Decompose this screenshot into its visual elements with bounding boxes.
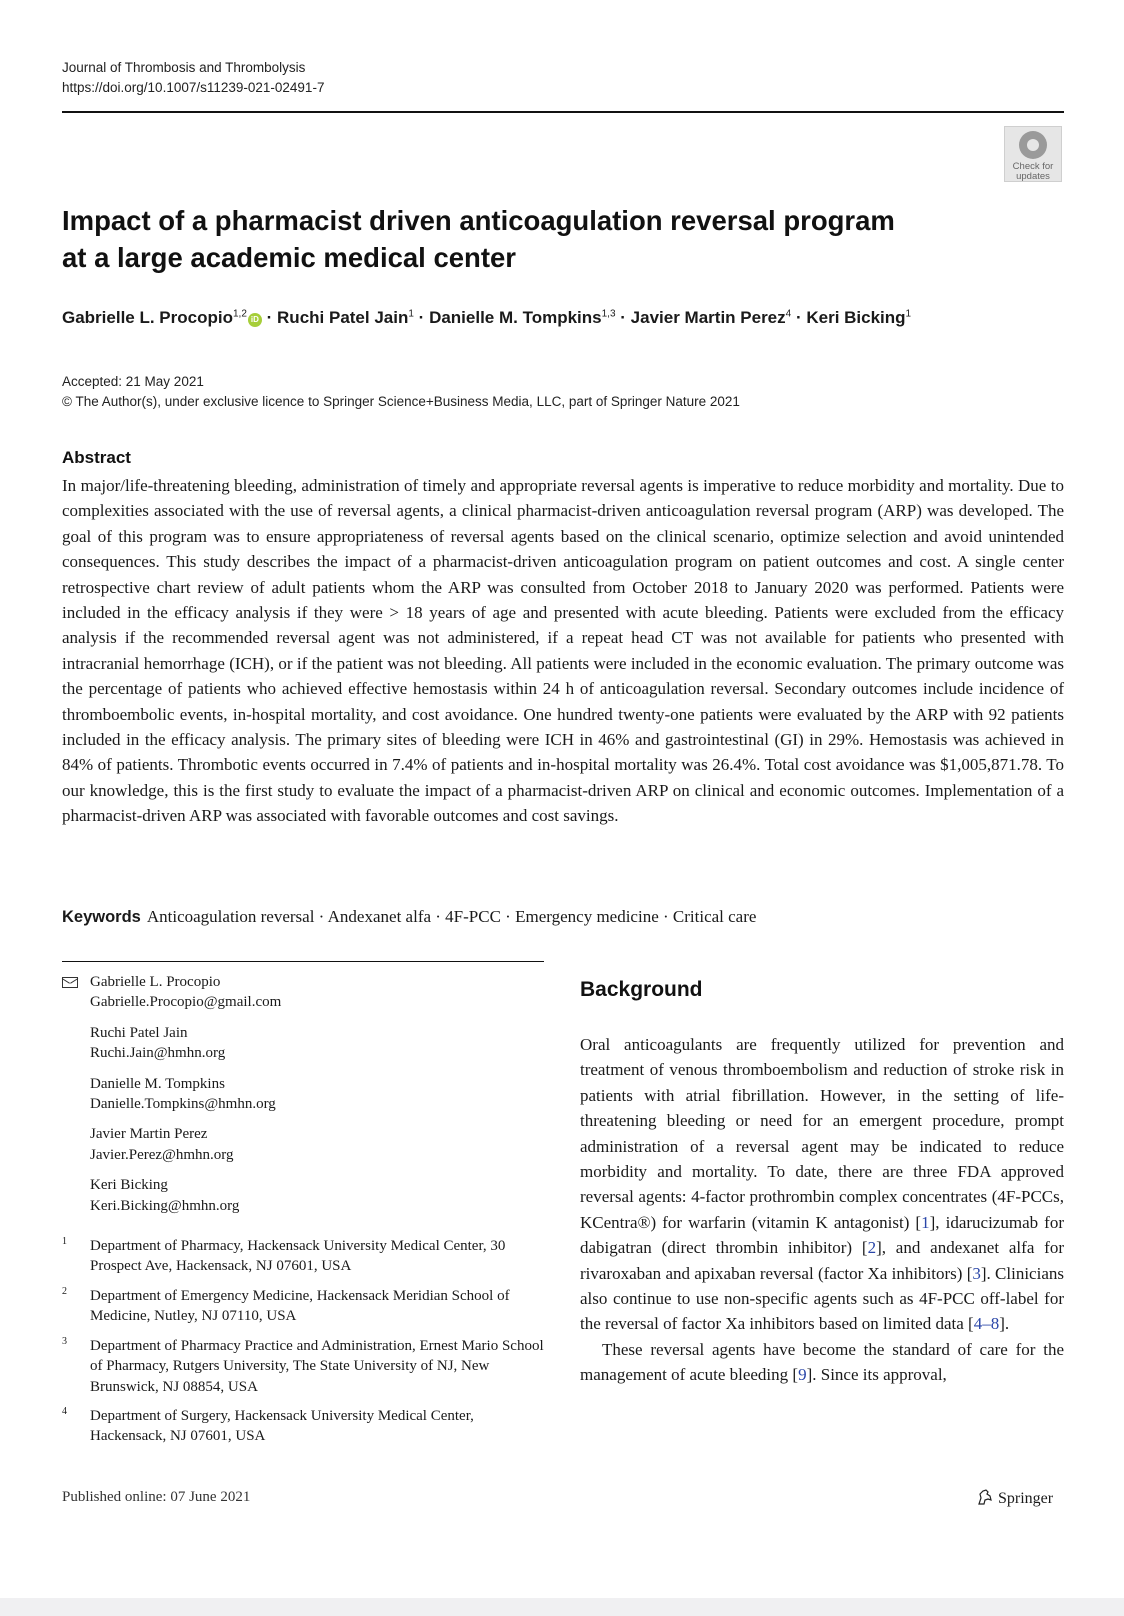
affiliations-list bbox=[62, 1236, 544, 1447]
viewer-bottom-bar bbox=[0, 1598, 1124, 1616]
contact-entry bbox=[62, 972, 544, 1013]
springer-horse-icon bbox=[976, 1488, 994, 1506]
background-paragraph-1 bbox=[580, 1032, 1064, 1337]
affiliation-item bbox=[62, 1236, 544, 1277]
contact-entry bbox=[62, 1023, 544, 1064]
contact-name: Ruchi Patel Jain bbox=[90, 1024, 188, 1041]
affiliation-text: Department of Pharmacy, Hackensack University Medical Center, 30 Prospect Ave, Hackensack, NJ 07601, USA bbox=[90, 1238, 506, 1275]
contact-email[interactable]: Javier.Perez@hmhn.org bbox=[90, 1146, 234, 1163]
author-name[interactable]: Javier Martin Perez bbox=[630, 308, 786, 327]
affiliation-text: Department of Pharmacy Practice and Administration, Ernest Mario School of Pharmacy, Rutgers University, The State University of NJ, New Brunswick, NJ 08854, USA bbox=[90, 1337, 544, 1395]
journal-name: Journal of Thrombosis and Thrombolysis bbox=[62, 60, 306, 75]
contact-name: Danielle M. Tompkins bbox=[90, 1075, 225, 1092]
keywords bbox=[62, 907, 756, 927]
citation-link[interactable]: 1 bbox=[921, 1212, 930, 1232]
author-name[interactable]: Gabrielle L. Procopio bbox=[62, 308, 233, 327]
footnote-divider bbox=[62, 961, 544, 962]
orcid-icon[interactable]: iD bbox=[248, 313, 262, 327]
published-online-date: Published online: 07 June 2021 bbox=[62, 1489, 251, 1505]
citation-link[interactable]: 4–8 bbox=[973, 1314, 1000, 1334]
check-updates-icon bbox=[1019, 131, 1047, 159]
paragraph-text: ], and andexanet alfa for rivaroxaban and apixaban reversal (factor Xa inhibitors) [ bbox=[580, 1238, 1064, 1283]
author-name[interactable]: Keri Bicking bbox=[806, 308, 906, 327]
contact-name: Javier Martin Perez bbox=[90, 1126, 208, 1143]
author-affil-marker: 1 bbox=[408, 308, 414, 320]
background-paragraph-2 bbox=[580, 1337, 1064, 1388]
accepted-date: Accepted: 21 May 2021 bbox=[62, 374, 204, 389]
header-divider bbox=[62, 111, 1064, 113]
author-list bbox=[62, 308, 911, 328]
affiliation-text: Department of Surgery, Hackensack University Medical Center, Hackensack, NJ 07601, USA bbox=[90, 1407, 474, 1445]
contact-email[interactable]: Ruchi.Jain@hmhn.org bbox=[90, 1045, 226, 1062]
publisher-name: Springer bbox=[998, 1490, 1054, 1507]
author-affil-marker: 1,2 bbox=[232, 308, 247, 320]
copyright-notice: © The Author(s), under exclusive licence to Springer Science+Business Media, LLC, part of Springer Nature 2021 bbox=[62, 394, 740, 409]
paragraph-text: Oral anticoagulants are frequently utilized for prevention and treatment of venous thromboembolism and reduction of stroke risk in patients with atrial fibrillation. However, in the setting of life-threatening bleeding or need for an emergent procedure, prompt administration of a reversal agent may be indicated to reduce morbidity and mortality. To date, there are three FDA approved reversal agents: 4-factor prothrombin complex concentrates (4F-PCCs, KCentra®) for warfarin (vitamin K antagonist) [ bbox=[580, 1035, 1064, 1232]
affiliation-number: 2 bbox=[62, 1285, 67, 1297]
author-separator: · bbox=[620, 308, 626, 327]
author-contacts-column bbox=[62, 972, 544, 1456]
journal-header bbox=[62, 58, 324, 98]
author-separator: · bbox=[266, 308, 273, 327]
abstract-heading: Abstract bbox=[62, 448, 131, 467]
contact-entry bbox=[62, 1074, 544, 1115]
article-dates bbox=[62, 372, 740, 412]
affiliation-item bbox=[62, 1286, 544, 1327]
paragraph-text: ]. Since its approval, bbox=[806, 1365, 947, 1385]
affiliation-number: 3 bbox=[62, 1335, 67, 1347]
contact-entry bbox=[62, 1124, 544, 1165]
citation-link[interactable]: 9 bbox=[798, 1365, 807, 1385]
author-separator: · bbox=[795, 308, 802, 327]
author-name[interactable]: Ruchi Patel Jain bbox=[277, 308, 409, 327]
publisher-logo bbox=[976, 1488, 1053, 1508]
badge-line-1: Check for bbox=[1012, 161, 1054, 172]
doi-link[interactable]: https://doi.org/10.1007/s11239-021-02491-7 bbox=[62, 80, 325, 95]
title-line-1: Impact of a pharmacist driven anticoagulation reversal program bbox=[62, 205, 895, 236]
author-affil-marker: 1,3 bbox=[601, 308, 616, 320]
abstract-text: In major/life-threatening bleeding, administration of timely and appropriate reversal agents is imperative to reduce morbidity and mortality. Due to complexities associated with the use of reversal agents, a clinical pharmacist-driven anticoagulation reversal program (ARP) was developed. The goal of this program was to ensure appropriateness of reversal agents based on the clinical scenario, optimize selection and avoid unintended consequences. This study describes the impact of a pharmacist-driven anticoagulation program on patient outcomes and cost. A single center retrospective chart review of adult patients whom the ARP was consulted from October 2018 to January 2020 was performed. Patients were included in the efficacy analysis if they were > 18 years of age and presented with acute bleeding. Patients were excluded from the efficacy analysis if the recommended reversal agent was not administered, if a repeat head CT was not available for patients who presented with intracranial hemorrhage (ICH), or if the patient was not bleeding. All patients were included in the economic evaluation. The primary outcome was the percentage of patients who achieved effective hemostasis within 24 h of anticoagulation reversal. Secondary outcomes include incidence of thromboembolic events, in-hospital mortality, and cost avoidance. One hundred twenty-one patients were evaluated by the ARP with 92 patients included in the efficacy analysis. The primary sites of bleeding were ICH in 46% and gastrointestinal (GI) in 29%. Hemostasis was achieved in 84% of patients. Thrombotic events occurred in 7.4% of patients and in-hospital mortality was 26.4%. Total cost avoidance was $1,005,871.78. To our knowledge, this is the first study to evaluate the impact of a pharmacist-driven ARP on clinical and economic outcomes. Implementation of a pharmacist-driven ARP was associated with favorable outcomes and cost savings. bbox=[62, 476, 1064, 826]
title-line-2: at a large academic medical center bbox=[62, 242, 516, 273]
contact-name: Gabrielle L. Procopio bbox=[90, 974, 221, 990]
keywords-list: Anticoagulation reversal · Andexanet alfa · 4F-PCC · Emergency medicine · Critical care bbox=[146, 907, 757, 926]
author-name[interactable]: Danielle M. Tompkins bbox=[429, 308, 602, 327]
background-heading: Background bbox=[580, 978, 703, 1001]
author-affil-marker: 1 bbox=[905, 308, 912, 320]
affiliation-number: 4 bbox=[62, 1405, 67, 1417]
mail-icon bbox=[62, 977, 78, 988]
contact-entry bbox=[62, 1175, 544, 1216]
contact-email[interactable]: Keri.Bicking@hmhn.org bbox=[90, 1197, 240, 1214]
author-separator: · bbox=[418, 308, 425, 327]
affiliation-text: Department of Emergency Medicine, Hackensack Meridian School of Medicine, Nutley, NJ 07110, USA bbox=[90, 1287, 510, 1325]
citation-link[interactable]: 2 bbox=[867, 1238, 877, 1258]
article-title bbox=[62, 202, 962, 276]
paragraph-text: ], idarucizumab for dabigatran (direct thrombin inhibitor) [ bbox=[580, 1212, 1065, 1258]
badge-line-2: updates bbox=[1016, 171, 1050, 182]
contact-name: Keri Bicking bbox=[90, 1177, 168, 1194]
check-for-updates-badge[interactable] bbox=[1004, 126, 1062, 182]
keywords-label: Keywords bbox=[62, 908, 141, 926]
affiliation-number: 1 bbox=[62, 1236, 67, 1248]
affiliation-item bbox=[62, 1336, 544, 1397]
affiliation-item bbox=[62, 1406, 544, 1447]
paragraph-text: ]. Clinicians also continue to use non-specific agents such as 4F-PCC off-label for the reversal of factor Xa inhibitors based on limited data [ bbox=[580, 1263, 1064, 1334]
paragraph-text: ]. bbox=[999, 1314, 1010, 1334]
contact-email[interactable]: Danielle.Tompkins@hmhn.org bbox=[90, 1096, 276, 1113]
author-affil-marker: 4 bbox=[785, 308, 792, 320]
paragraph-text: These reversal agents have become the standard of care for the management of acute bleeding [ bbox=[580, 1339, 1064, 1385]
citation-link[interactable]: 3 bbox=[972, 1263, 981, 1283]
background-section bbox=[580, 978, 1064, 1388]
contact-email[interactable]: Gabrielle.Procopio@gmail.com bbox=[90, 994, 282, 1011]
